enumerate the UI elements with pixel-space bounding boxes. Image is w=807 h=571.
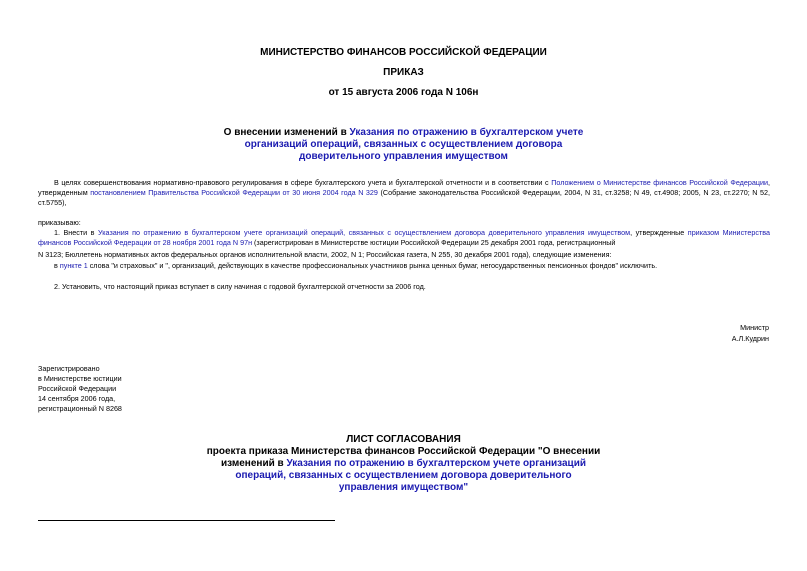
document-title-line3: доверительного управления имуществом	[299, 151, 508, 162]
registration-line: Российской Федерации	[38, 384, 117, 393]
order-word: приказываю:	[38, 218, 81, 227]
signature-name: А.Л.Кудрин	[731, 334, 769, 343]
document-title-line2: организаций операций, связанных с осуществлением договора	[244, 139, 563, 150]
approval-sheet-line4: управления имуществом"	[338, 482, 469, 493]
signature-position: Министр	[740, 323, 769, 332]
date-number-heading: от 15 августа 2006 года N 106н	[328, 87, 479, 98]
document-title-line1	[0, 127, 807, 138]
approval-sheet-line2: изменений в Указания по отражению в бухгалтерском учете организаций	[220, 458, 587, 469]
item-2-paragraph: 2. Установить, что настоящий приказ вступает в силу начиная с годовой бухгалтерской отчетности за 2006 год.	[54, 282, 426, 291]
registration-block	[38, 364, 122, 414]
government-resolution-link[interactable]: постановлением Правительства Российской Федерации от 30 июня 2004 года N 329	[90, 188, 378, 197]
approval-sheet-heading: ЛИСТ СОГЛАСОВАНИЯ	[346, 434, 461, 445]
registration-line: Зарегистрировано	[38, 364, 100, 373]
registration-line: в Министерстве юстиции	[38, 374, 122, 383]
footnote-separator	[38, 520, 335, 521]
regulation-link[interactable]: Положением о Министерстве финансов Российской Федерации	[551, 178, 768, 187]
approval-sheet-line1: проекта приказа Министерства финансов Российской Федерации "О внесении	[206, 446, 601, 457]
intro-paragraph: В целях совершенствования нормативно-правового регулирования в сфере бухгалтерского учета и бухгалтерской отчетности и в соответствии с Положением о Министерстве финансов Российской Федерации, утвержденным постановлением Правительства Российской Федерации от 30 июня 2004 года N 329 (Собрание законодательства Российской Федерации, 2004, N 31, ст.3258; N 49, ст.4908; 2005, N 23, ст.2270; N 52, ст.5755),	[38, 178, 770, 207]
title-link[interactable]: Указания по отражению в бухгалтерском учете	[349, 127, 584, 138]
approval-sheet-line3: операций, связанных с осуществлением договора доверительного	[235, 470, 572, 481]
title-prefix: О внесении изменений в	[223, 127, 350, 138]
registration-line: 14 сентября 2006 года,	[38, 394, 116, 403]
doc-type-heading: ПРИКАЗ	[383, 67, 424, 78]
registration-line: регистрационный N 8268	[38, 404, 122, 413]
approval-instructions-link[interactable]: Указания по отражению в бухгалтерском учете организаций	[286, 458, 587, 469]
item-1-line2: N 3123; Бюллетень нормативных актов федеральных органов исполнительной власти, 2002, N 1; Российская газета, N 255, 30 декабря 2001 года), следующие изменения:	[38, 250, 612, 259]
ministry-heading: МИНИСТЕРСТВО ФИНАНСОВ РОССИЙСКОЙ ФЕДЕРАЦИИ	[260, 47, 547, 58]
instructions-link[interactable]: Указания по отражению в бухгалтерском учете организаций операций, связанных с осуществлением договора доверительного управления имуществом	[98, 228, 631, 237]
item-1-paragraph: 1. Внести в Указания по отражению в бухгалтерском учете организаций операций, связанных с осуществлением договора доверительного управления имуществом, утвержденные приказом Министерства финансов Российской Федерации от 28 ноября 2001 года N 97н (зарегистрирован в Министерстве юстиции Российской Федерации 25 декабря 2001 года, регистрационный	[38, 228, 770, 247]
item-1-subitem: в пункте 1 слова "и страховых" и ", организаций, действующих в качестве профессиональных участников рынка ценных бумаг, негосударственных пенсионных фондов" исключить.	[54, 261, 658, 270]
order-link[interactable]: приказом Министерства финансов Российской Федерации от 28 ноября 2001 года N 97н	[38, 228, 770, 247]
clause-link[interactable]: пункте 1	[59, 261, 88, 270]
